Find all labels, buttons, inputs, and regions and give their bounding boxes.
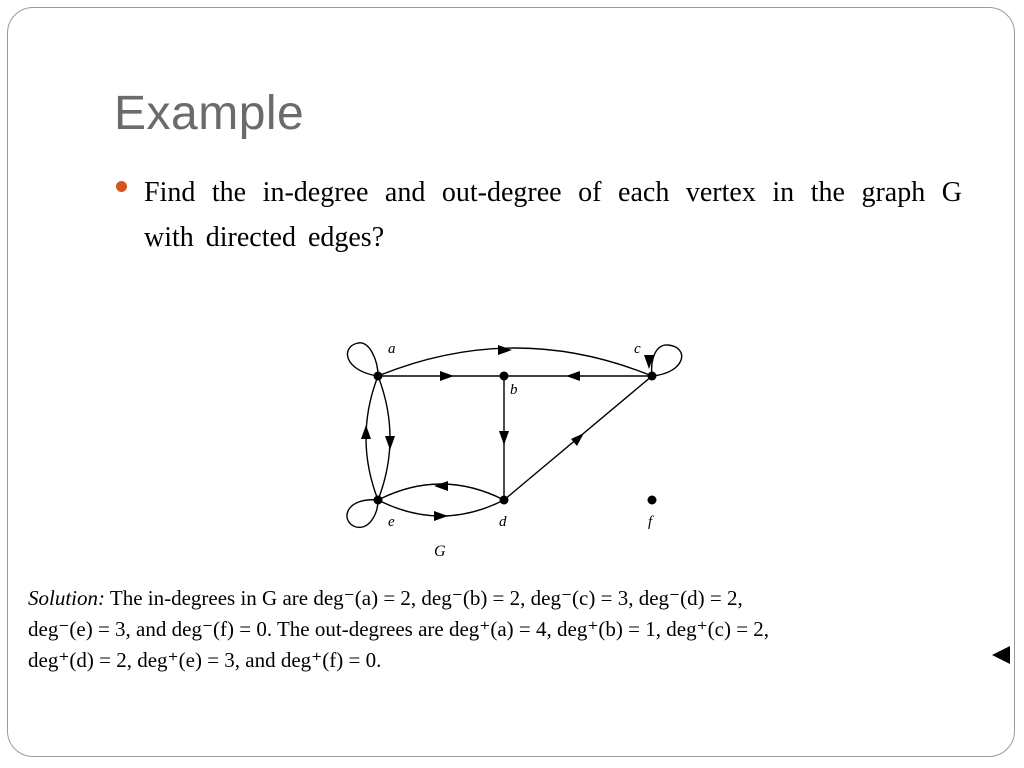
directed-graph bbox=[330, 325, 700, 565]
edge-loop-e bbox=[347, 500, 378, 528]
vertex-label-a: a bbox=[388, 341, 396, 357]
edge-a-c bbox=[378, 348, 652, 376]
graph-label: G bbox=[434, 543, 446, 560]
vertex-e bbox=[374, 496, 383, 505]
arrow-e-d bbox=[434, 511, 448, 521]
vertex-b bbox=[500, 372, 509, 381]
vertex-label-e: e bbox=[388, 514, 395, 530]
solution-line-1-text: The in-degrees in G are deg⁻(a) = 2, deg⁻(b) = 2, deg⁻(c) = 3, deg⁻(d) = 2, bbox=[105, 586, 743, 610]
vertex-a bbox=[374, 372, 383, 381]
vertex-label-f: f bbox=[648, 514, 653, 530]
bullet-text: Find the in-degree and out-degree of each vertex in the graph G with directed edges? bbox=[144, 177, 962, 253]
vertex-label-b: b bbox=[510, 382, 518, 398]
end-of-proof-triangle-icon bbox=[990, 645, 1012, 665]
arrow-a-b bbox=[440, 371, 454, 381]
slide-title: Example bbox=[114, 87, 305, 140]
arrow-c-b bbox=[566, 371, 580, 381]
solution-lead: Solution: bbox=[28, 586, 105, 610]
arrow-a-c bbox=[498, 345, 512, 355]
vertex-f bbox=[648, 496, 657, 505]
bullet-item bbox=[116, 170, 962, 260]
arrow-e-a bbox=[361, 425, 371, 439]
solution-line-1 bbox=[28, 583, 1018, 614]
solution-line-3: deg⁺(d) = 2, deg⁺(e) = 3, and deg⁺(f) = 0. bbox=[28, 648, 382, 672]
arrow-b-d bbox=[499, 431, 509, 445]
vertex-label-d: d bbox=[499, 514, 507, 530]
vertex-label-c: c bbox=[634, 341, 641, 357]
edge-loop-a bbox=[347, 343, 378, 376]
vertex-c bbox=[648, 372, 657, 381]
bullet-dot-icon bbox=[116, 181, 127, 192]
solution-line-2: deg⁻(e) = 3, and deg⁻(f) = 0. The out-degrees are deg⁺(a) = 4, deg⁺(b) = 1, deg⁺(c) = 2, bbox=[28, 617, 770, 641]
arrow-a-e bbox=[385, 436, 395, 450]
solution-block bbox=[28, 583, 1018, 676]
edge-loop-c bbox=[652, 345, 682, 376]
arrow-d-e bbox=[434, 481, 448, 491]
arrow-d-c bbox=[571, 433, 584, 446]
vertex-d bbox=[500, 496, 509, 505]
